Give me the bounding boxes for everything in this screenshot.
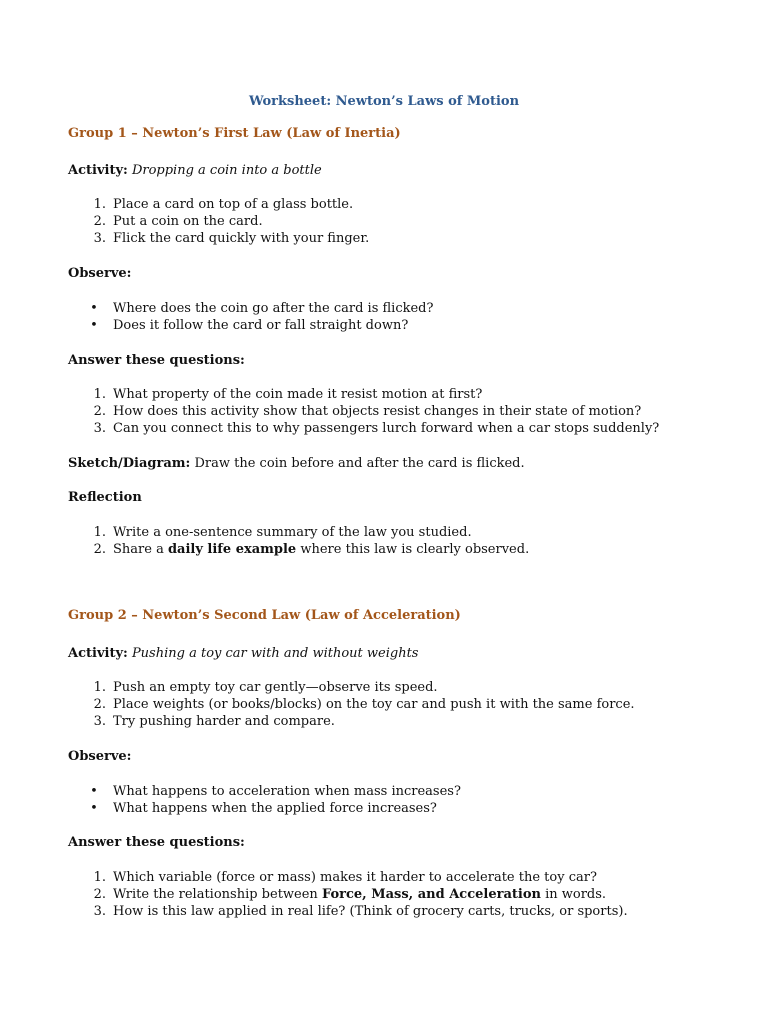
step-text: Flick the card quickly with your finger. xyxy=(113,231,370,246)
question-text: How is this law applied in real life? (Think of grocery carts, trucks, or sports). xyxy=(113,904,628,919)
group1-activity-label: Activity: xyxy=(68,163,128,178)
bullet-icon: • xyxy=(90,801,98,816)
step-text: Put a coin on the card. xyxy=(113,214,263,229)
list-marker: 3. xyxy=(93,714,106,729)
step-text: Place weights (or books/blocks) on the toy car and push it with the same force. xyxy=(113,697,635,712)
bullet-icon: • xyxy=(90,318,98,333)
question-text: Write the relationship between Force, Mass, and Acceleration in words. xyxy=(113,887,607,902)
step-text: Push an empty toy car gently—observe its speed. xyxy=(113,680,438,695)
step-text: Place a card on top of a glass bottle. xyxy=(113,197,354,212)
observe-text: Does it follow the card or fall straight down? xyxy=(113,318,409,333)
question-text: What property of the coin made it resist motion at first? xyxy=(113,387,483,402)
observe-text: What happens to acceleration when mass increases? xyxy=(113,784,461,799)
group2-activity-label: Activity: xyxy=(68,646,128,661)
list-marker: 1. xyxy=(93,197,106,212)
list-marker: 2. xyxy=(93,404,106,419)
group2-observe-label: Observe: xyxy=(68,749,132,764)
list-marker: 2. xyxy=(93,697,106,712)
worksheet-title: Worksheet: Newton’s Laws of Motion xyxy=(248,94,520,109)
list-marker: 2. xyxy=(93,542,106,557)
list-marker: 3. xyxy=(93,421,106,436)
group1-sketch xyxy=(68,455,525,472)
list-marker: 1. xyxy=(93,870,106,885)
group1-observe-label: Observe: xyxy=(68,266,132,281)
reflection-text: Share a daily life example where this law is clearly observed. xyxy=(113,542,530,557)
question-text: Which variable (force or mass) makes it harder to accelerate the toy car? xyxy=(113,870,597,885)
reflection-text: Write a one-sentence summary of the law you studied. xyxy=(113,525,472,540)
question-text: Can you connect this to why passengers lurch forward when a car stops suddenly? xyxy=(113,421,660,436)
list-marker: 2. xyxy=(93,887,106,902)
list-marker: 2. xyxy=(93,214,106,229)
step-text: Try pushing harder and compare. xyxy=(113,714,335,729)
group2-heading: Group 2 – Newton’s Second Law (Law of Acceleration) xyxy=(68,608,461,623)
list-marker: 1. xyxy=(93,680,106,695)
observe-text: What happens when the applied force increases? xyxy=(113,801,437,816)
question-text: How does this activity show that objects resist changes in their state of motion? xyxy=(113,404,642,419)
group2-activity-text: Pushing a toy car with and without weights xyxy=(131,646,419,661)
group1-sketch-text: Draw the coin before and after the card is flicked. xyxy=(194,456,525,471)
group1-activity xyxy=(68,162,322,179)
list-marker: 1. xyxy=(93,387,106,402)
list-marker: 3. xyxy=(93,231,106,246)
group1-reflection-label: Reflection xyxy=(68,490,142,505)
group2-questions-label: Answer these questions: xyxy=(68,835,245,850)
list-marker: 3. xyxy=(93,904,106,919)
group1-activity-text: Dropping a coin into a bottle xyxy=(131,163,322,178)
bullet-icon: • xyxy=(90,784,98,799)
group2-activity xyxy=(68,645,418,662)
group1-questions-label: Answer these questions: xyxy=(68,353,245,368)
group1-heading: Group 1 – Newton’s First Law (Law of Inertia) xyxy=(68,126,401,141)
bullet-icon: • xyxy=(90,301,98,316)
group1-sketch-label: Sketch/Diagram: xyxy=(68,456,191,471)
list-marker: 1. xyxy=(93,525,106,540)
observe-text: Where does the coin go after the card is flicked? xyxy=(113,301,434,316)
